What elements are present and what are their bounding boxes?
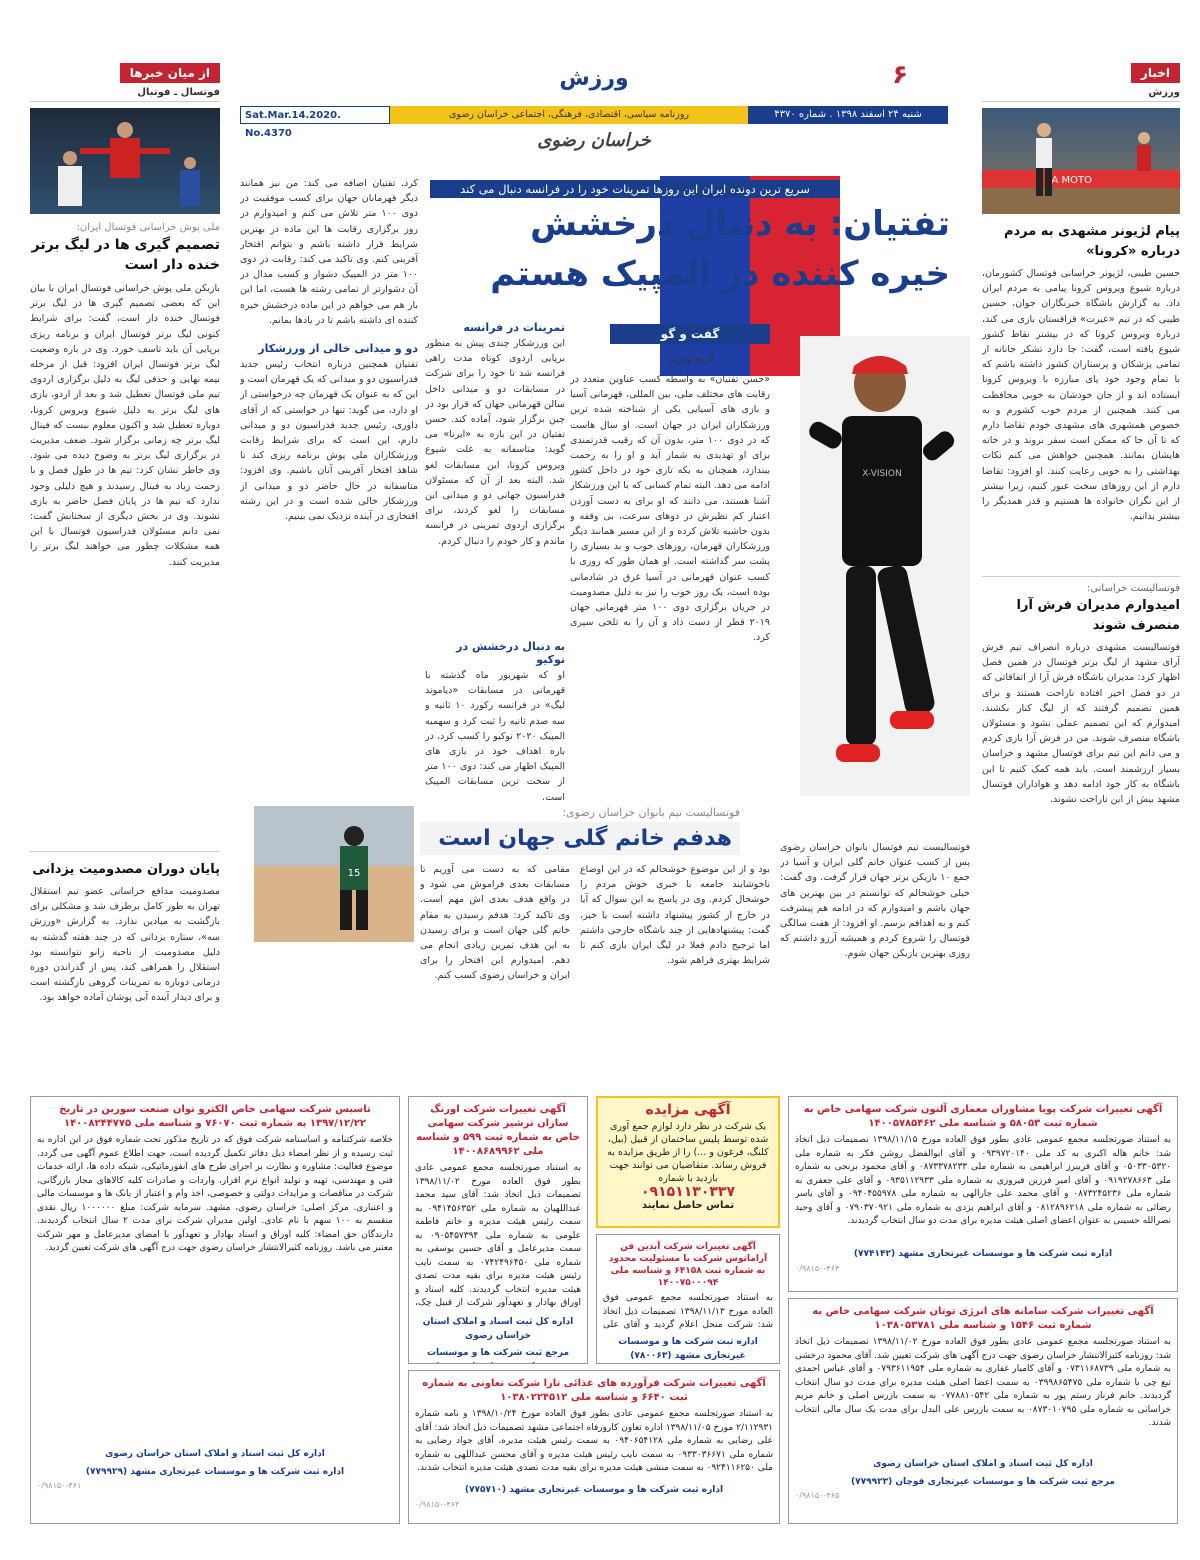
- ad-footer-2: اداره ثبت شرکت ها و موسسات غیرتجاری مشهد (۷۷۹۹۲۹): [85, 1466, 345, 1477]
- ad-changes-totan: [788, 1298, 1178, 1524]
- runner-illustration: [780, 326, 970, 796]
- futsal-subtitle: ملی پوش خراسانی فوتسال ایران:: [76, 222, 220, 233]
- newspaper-logo: خراسان رضوی: [537, 130, 651, 151]
- ad-auction: [596, 1096, 780, 1228]
- auction-contact: تماس حاصل نمایند: [641, 1200, 735, 1211]
- col3-body-1: کرد. تفتیان اضافه می کند: من نیز همانند دیگر قهرمانان جهان برای کسب موفقیت در دوی ۱۰۰ متر تلاش می کنم و امیدوارم در روز برگزاری رقابت ها این ماده در بهترین شرایط قرار داشته باشم و بتوانم افتخار آفرینی کنم. وی تاکید می کند: رقابت در دوی ۱۰۰ متر در المپیک دشوار و کسب مدال در آن دشوارتر از تمامی رشته ها هست، اما این بار هم می خواهم در این ماده درخشش خیره کننده ای داشته باشم تا در یادها بمانم.: [240, 178, 418, 326]
- ad-code: ۰/۹۸۱۵۰-۴۶۱: [37, 1481, 82, 1490]
- left-label: از میان خبرها: [30, 62, 220, 83]
- ad-title: تاسیس شرکت سهامی خاص الکترو توان صنعت سورین در تاریخ ۱۳۹۷/۱۲/۲۲ به شماره ثبت ۷۶۰۷۰ و شناسه ملی ۱۴۰۰۸۲۴۴۷۷۵: [59, 1104, 371, 1129]
- col3-heading: دو و میدانی خالی از ورزشکار: [258, 342, 418, 355]
- ad-changes-abdin: [596, 1234, 780, 1364]
- ad-body: به استناد صورتجلسه مجمع عمومی عادی بطور فوق العاده مورخ ۱۳۹۸/۱۱/۰۲ تصمیمات ذیل اتخاذ شد: روزنامه کثیرالانتشار خراسان رضوی جهت درج آگهی های شرکت تعیین شد. آقای محمود درخشی به شماره ملی ۰۷۳۱۱۶۸۷۳۹ و آقای کامیار غفاری به شماره ملی ۰۷۹۳۶۱۱۹۵۴ و آقای عباس احمدی تبغ چی با شماره ملی ۰۳۹۹۸۶۵۴۷۵ به سمت اعضا اصلی هیئت مدیره برای مدت دو سال انتخاب گردیدند. خانم فرناز رستم پور به شماره ملی ۰۷۷۸۸۱۰۵۴۲ به سمت بازرس اصلی و خانم مریم خراسانی به شماره ملی ۰۸۷۳۰۱۰۷۹۵ به سمت بازرس علی البدل برای مدت یک سال مالی انتخاب شدند.: [795, 1337, 1171, 1428]
- photo-illustration: [982, 108, 1180, 214]
- col2-heading-1: تمرینات در فرانسه: [463, 321, 565, 334]
- futsal-title: تصمیم گیری ها در لیگ برتر خنده دار است: [31, 237, 220, 273]
- ads-area: [30, 1096, 1178, 1526]
- ad-footer: اداره کل ثبت اسناد و املاک استان خراسان رضوی: [105, 1449, 325, 1459]
- futsal-player-photo: [982, 108, 1180, 214]
- injury-title: پایان دوران مصدومیت یزدانی: [30, 851, 220, 880]
- women-kicker: فوتسالیست تیم بانوان خراسان رضوی:: [562, 806, 740, 819]
- page-number: ۶: [892, 60, 908, 90]
- shirt-logo: X-VISION: [862, 469, 902, 479]
- svg-text:A MOTO: A MOTO: [1051, 175, 1092, 186]
- auction-phone: ۰۹۱۵۱۱۳۰۳۳۷: [641, 1183, 735, 1200]
- news-label: اخبار: [982, 62, 1180, 83]
- ad-changes-pouya: [788, 1096, 1178, 1292]
- women-title: هدفم خانم گلی جهان است: [420, 822, 740, 855]
- col2-heading-2: به دنبال درخشش در توکیو: [456, 640, 565, 666]
- women-col2: بود و از این موضوع خوشحالم که در این اوضاع ناخوشایند جامعه با خبری خوش مردم را خوشحال کردم. وی در پاسخ به این سوال که آیا در خارج از کشور پیشنهاد داشته است یا خیر، گفت: پیشنهادهایی از چند باشگاه خارجی داشتم اما ترجیح دادم فعلا در لیگ ایران بازی کنم تا شرایط بهتری فراهم شود.: [580, 864, 770, 967]
- ad-body: به استناد صورتجلسه مجمع عمومی عادی بطور فوق العاده مورخ ۱۳۹۸/۱۱/۱۵ تصمیمات ذیل اتخاذ شد: خانم هاله اکبری به کد ملی ۰۹۳۹۷۲۰۱۴۰ و آقای ابوالفضل روشن فکر به شماره ملی ۰۵۰۳۳۰۵۳۲۰ و آقای فریبرز ابراهیمی به شماره ملی ۰۸۷۳۳۷۸۲۳۳ و آقای محمود برنجی به شماره ملی ۰۹۱۹۲۷۸۶۶۳ و آقای امیر فرزین فیروزی به شماره ملی ۰۹۳۵۱۱۲۹۳۳ و آقای علی جعفری به شماره ملی ۰۸۷۳۲۴۵۲۳۶ و آقای محمد علی جارالهی به شماره ملی ۰۹۴۰۴۵۵۹۷۸ و آقای یاسر رضائی به شماره ملی ۰۸۱۲۸۹۶۲۱۸ و آقای ابراهیم یزدی به شماره ملی ۰۷۹۰۳۷۰۹۲۱ و آقای وحید نصرالله حسینی به عنوان اعضای اصلی هیئت مدیره برای مدت دو سال انتخاب گردیدند.: [795, 1135, 1171, 1226]
- ad-title: آگهی تغییرات شرکت پویا مشاوران معماری آلتون شرکت سهامی خاص به شماره ثبت ۵۸۰۵۳ و شناسه ملی ۱۴۰۰۵۷۸۵۴۶۲: [803, 1104, 1163, 1129]
- date-fa: شنبه ۲۴ اسفند ۱۳۹۸ . شماره ۴۳۷۰: [748, 106, 948, 124]
- ad-title: آگهی تغییرات شرکت فرآورده های غذائی تارا شرکت تعاونی به شماره ثبت ۶۶۴۰ و شناسه ملی ۱۰۳۸۰۲۲۴۵۱۲: [422, 1378, 766, 1403]
- ad-body: به استناد صورتجلسه مجمع عمومی عادی بطور فوق العاده مورخ ۱۳۹۸/۱۱/۰۲ تصمیمات ذیل اتخاذ شد: آقای سید محمد عبداللهیان به شماره ملی ۰۹۴۱۴۵۶۳۵۲ به سمت رئیس هیئت مدیره و خانم فاطمه علومی به شماره ملی ۰۹۰۵۴۵۷۳۹۴ به سمت مدیرعامل و آقای حسین یوسفی به شماره ملی ۰۷۴۲۴۹۶۴۵۰ به سمت نایب رئیس هیئت مدیره برای بقیه مدت تصدی هیئت مدیره انتخاب گردیدند. کلیه اسناد و اوراق بهادار و تعهدآور شرکت از قبیل چک،: [415, 1163, 581, 1308]
- women-story: [240, 804, 970, 1080]
- ad-body: به استناد صورتجلسه مجمع عمومی عادی بطور فوق العاده مورخ ۱۳۹۸/۱۰/۲۴ و نامه شماره ۲/۱۱۲۹۳۱ مورخ ۱۳۹۸/۱۱/۰۵ اداره تعاون کارورفاه اجتماعی مشهد تصمیمات ذیل اتخاذ شد: آقای علی رضایی به شماره ملی ۰۹۴۰۶۵۴۱۲۸ به سمت رئیس هیئت مدیره، آقای جواد رضایی به شماره ملی ۰۹۳۳۰۳۶۶۷۱ به سمت نایب رئیس هیئت مدیره و آقای محسن عبداللهی به شماره ملی ۰۹۲۴۱۱۶۲۵۰ به سمت منشی هیئت مدیره برای بقیه مدت تصدی هیئت مدیره انتخاب شدند.: [415, 1409, 773, 1473]
- col2-body-2: او که شهریور ماه گذشته با قهرمانی در مسابقات «دیاموند لیگ» در فرانسه رکورد ۱۰ ثانیه و سه صدم ثانیه را ثبت کرد و سهمیه المپیک ۲۰۲۰ توکیو را کسب کرد، در باره اهداف خود در بازی های المپیک اظهار می کند: دوی ۱۰۰ متر از سخت ترین مسابقات المپیک است.: [425, 670, 565, 803]
- ad-code: [603, 1363, 773, 1364]
- story1-title: پیام لژیونر مشهدی به مردم درباره «کرونا»: [1003, 224, 1180, 259]
- story2-kicker: فوتسالیست خراسانی:: [982, 576, 1180, 594]
- main-col3: [240, 176, 418, 796]
- story1-body: حسین طیبی، لژیونر خراسانی فوتسال کشورمان، درباره شیوع ویروس کرونا پیامی به مردم ایران داد. به گزارش باشگاه خبرنگاران جوان، حسین طیبی که در تیم «عیرت» قزاقستان بازی می کند، درباره ویروس کرونا که در بیشتر نقاط کشور شیوع یافته است، گفت: جا دارد تشکر جانانه از تمامی پزشکان و پرستاران کشور داشته باشم که با تمام وجود خود پای مبارزه با ویروس کرونا ایستاده اند و از جان خودشان به خوبی محافظت می کنند. همچنین از مردم خوب کشورم و به خصوص همشهری های مشهدی خودم تقاضا دارم که تا آن جا که ممکن است سفر نروند و در خانه هایشان بمانند. همچنین خواهش می کنم نکات بهداشتی را به خوبی رعایت کنند. او افزود: تقاضا دارم از این روزهای سخت عبور کنیم، زیرا بیشتر از این نگران خانواده ها هستیم و قدر همدیگر را بیشتر بدانیم.: [982, 268, 1180, 523]
- ad-footer: اداره ثبت شرکت ها و موسسات غیرتجاری مشهد (۷۸۰۰۶۳): [618, 1337, 758, 1361]
- ad-footer: اداره ثبت شرکت ها و موسسات غیرتجاری مشهد (۷۷۴۱۴۲): [853, 1249, 1113, 1259]
- ad-changes-tara: [408, 1370, 780, 1524]
- ad-title: آگهی تغییرات شرکت آبدین فن آراماتوس شرکت با مسئولیت محدود به شماره ثبت ۶۴۱۵۸ و شناسه ملی ۱۴۰۰۷۵۰۰۰۹۴: [608, 1242, 768, 1288]
- ad-title: آگهی تغییرات شرکت اورنگ سازان ترشیز شرکت سهامی خاص به شماره ثبت ۵۹۹ و شناسه ملی ۱۴۰۰۸۶۸۹۹۶۲: [416, 1104, 580, 1157]
- left-column: [30, 62, 220, 1092]
- main-title-2: خیره کننده در المپیک هستم: [490, 254, 950, 294]
- main-story: [240, 176, 970, 803]
- ad-body: خلاصه شرکتنامه و اساسنامه شرکت فوق که در تاریخ مذکور تحت شماره فوق در این اداره به ثبت رسیده و از نظر امضاء ذیل دفاتر تکمیل گردیده است، جهت اطلاع عموم آگهی می گردد. موضوع فعالیت: مشاوره و نظارت بر اجرای طرح های انفورماتیکی، شبکه داده ها، ارائه خدمات فنی و مهندسی، تهیه و تولید انواع نرم افزار، واردات و صادرات کلیه کالاهای مجاز بازرگانی، شرکت در مناقصات و مزایدات دولتی و خصوصی، اخذ وام و اعتبار از بانک ها و موسسات مالی و اعتباری. مرکز اصلی: خراسان رضوی، مشهد. سرمایه شرکت: مبلغ ۱۰۰۰۰۰۰ ریال نقدی منقسم به ۱۰۰ سهم با نام عادی. اولین مدیران شرکت برای مدت ۲ سال انتخاب گردیدند. دارندگان حق امضاء: کلیه اوراق و اسناد بهادار و تعهدآور با امضای مدیرعامل و مهر شرکت معتبر می باشد. روزنامه کثیرالانتشار خراسان رضوی جهت درج آگهی های شرکت تعیین گردید.: [37, 1135, 393, 1253]
- ad-footer: اداره ثبت شرکت ها و موسسات غیرتجاری مشهد (۷۷۵۷۱۰): [464, 1485, 724, 1495]
- runner-photo: [780, 326, 970, 796]
- ad-code: ۰/۹۸۱۵۰-۴۶۵: [795, 1491, 840, 1500]
- ad-body: به استناد صورتجلسه مجمع عمومی فوق العاده مورخ ۱۳۹۸/۱۱/۱۳ تصمیمات ذیل اتخاذ شد: شرکت منحل اعلام گردید و آقای علی: [603, 1293, 773, 1330]
- left-kicker: فوتسال ـ فوتبال: [30, 87, 220, 102]
- auction-title: آگهی مزایده: [645, 1102, 731, 1118]
- ad-title: آگهی تغییرات شرکت سامانه های انرژی توتان شرکت سهامی خاص به شماره ثبت ۱۵۴۶ و شناسه ملی ۱۰۳۸۰۵۳۷۸۱: [812, 1306, 1154, 1331]
- header-bar: [240, 106, 948, 139]
- ad-footer-2: مرجع ثبت شرکت ها و موسسات: [426, 1348, 570, 1358]
- main-col1: «حسن تفتیان» به واسطه کسب عناوین متعدد در رقابت های مختلف ملی، بین المللی، قهرمانی آسیا و بازی های آسیایی یکی از شناخته شده ترین ورزشکاران ایران در جهان است. او سال هاست که در دوی ۱۰۰ متر، بدون آن که رقیب قدرتمندی برای او تهدیدی به شمار آید و او را به زحمت بیندازد، همچنان به یکه تازی خود در داخل کشور ادامه می دهد. البته تمام کسانی که با این ورزشکار آشنا هستند، می دانند که او برای به دست آوردن اعتبار کم نظیرش در دوهای سرعت، بی وقفه و بدون حاشیه تلاش کرده و از این مسیر همانند دیگر ورزشکاران قهرمان، روزهای خوب و بد بسیاری را پشت سر گذاشته است. او همان طور که روزی با کسب عنوان قهرمانی در آسیا غرق در شادمانی بوده است، یک روز خوب را نیز به دلیل مصدومیت در جریان برگزاری دوی ۱۰۰ متر قهرمانی جهان ۲۰۱۹ قطر از دست داد و آن را به تلخی سپری کرد.: [570, 374, 770, 644]
- women-player-photo: [254, 806, 414, 942]
- date-en: Sat.Mar.14.2020. No.4370: [240, 106, 390, 124]
- news-kicker: ورزش: [982, 87, 1180, 102]
- main-supertitle: سریع ترین دونده ایران این روزها تمرینات خود را در فرانسه دنبال می کند: [430, 180, 840, 198]
- photo-illustration: [254, 806, 414, 942]
- main-title-1: تفتیان: به دنبال درخشش: [530, 204, 950, 244]
- ad-footer: اداره کل ثبت اسناد و املاک استان خراسان رضوی: [422, 1317, 574, 1341]
- ad-founding-notice: [30, 1096, 400, 1524]
- ad-footer: اداره کل ثبت اسناد و املاک استان خراسان رضوی: [873, 1459, 1093, 1469]
- masthead: [240, 58, 948, 158]
- byline: گروه ورزش: [666, 354, 714, 365]
- svg-text:15: 15: [347, 868, 361, 879]
- women-col3: مقامی که به دست می آوریم تا مسابقات بعدی فراموش می شود و در واقع هدف بعدی اش مهم است. وی تاکید کرد: هدفم رسیدن به مقام خانم گلی جهان است و برای رسیدن به این هدف تمرین زیادی انجام می دهم. امیدوارم این افتخار را برای ایران و خراسان رضوی کسب کنم.: [420, 864, 570, 982]
- col2-body-1: این ورزشکار چندی پیش به منظور برپایی اردوی کوتاه مدت راهی فرانسه شد تا خود را برای شرکت در مسابقات دو و میدانی داخل سالن قهرمانی جهان که قرار بود در چین برگزار شود، آماده کند. حسن تفتیان در این باره به «ایرنا» می گوید: متاسفانه به علت شیوع ویروس کرونا، این مسابقات لغو شد. البته بعد از آن که مسئولان فدراسیون جهانی دو و میدانی این مسابقات را لغو کردند، برای برگزاری اردوی تمرینی در فرانسه ماندم و کار خودم را دنبال کردم.: [425, 338, 565, 547]
- col3-body-2: تفتیان همچنین درباره انتخاب رئیس جدید فدراسیون دو و میدانی که یک قهرمان است و این که به عنوان یک قهرمان چه درخواستی از او دارد، می گوید: تنها در خواستی که از آقای داوری، رئیس جدید فدراسیون دو و میدانی دارم، این است که برای شرایط رقابت ورزشکاران ملی پوش برنامه ریزی کند تا شاهد افتخار آفرینی آنان باشیم. وی افزود: متاسفانه در حال حاضر دو و میدانی از ورزشکار خالی شده است و در این رشته افتخاری در آینده نزدیک نمی بینیم.: [240, 359, 418, 523]
- ad-code: ۰/۹۸۱۵۰-۴۶۴: [795, 1263, 840, 1273]
- women-col1: فوتسالیست تیم فوتسال بانوان خراسان رضوی پس از کسب عنوان خانم گلی ایران و آسیا در جمع ۱۰ بازیکن برتر جهان قرار گرفت. وی گفت: خیلی خوشحالم که توانستم در بین بهترین های جهان باشم و امیدوارم که در ادامه هم پیشرفت کنم و به اهدافم برسم. او افزود: از هفت سالگی فوتسال را شروع کردم و همیشه آرزو داشتم که روزی بهترین بازیکن جهان شوم.: [780, 842, 970, 960]
- ad-code: ۰/۹۸۱۵۰-۴۶۳: [415, 1499, 460, 1509]
- futsal-body: بازیکن ملی پوش خراسانی فوتسال ایران با بیان این که بعضی تصمیم گیری ها در لیگ برتر فوتسال خنده دار است، گفت: برای شرایط کنونی لیگ برتر فوتسال ایران و برنامه ریزی برپایی آن باید تاسف خورد. وی در باره وضعیت لیگ برتر فوتسال ایران افزود: قبل از مرحله نیمه نهایی و حذفی لیگ به دلیل برگزاری اردوی تیم ملی فوتسال تعطیل شد و بعد از اردو، بازی های لیگ برتر به دلیل شیوع ویروس کرونا، دوباره تعطیل شد و اکنون معلوم نیست که فینال لیگ برتر چه زمانی برگزار شود. ضعف مدیریت در برگزاری لیگ برتر به وضوح دیده می شود. وی خاطر نشان کرد: تیم ها در طول فصل و با زحمت زیاد به فینال رسیدند و هیچ دلیلی وجود ندارد که تیم ها در پایان فصل حاضر به بازی نشوند. وی در بخش دیگری از سخنانش گفت: نمی دانم مسئولان فدراسیون فوتسال با این همه مشکلات چطور می خواهند لیگ برتر را مدیریت کنند.: [30, 283, 220, 568]
- section-title: ورزش: [559, 66, 629, 91]
- interview-label: گفت و گو: [610, 324, 770, 344]
- ad-changes-orang: [408, 1096, 588, 1364]
- story2-body: فوتسالیست مشهدی درباره انصراف تیم فرش آرای مشهد از لیگ برتر فوتسال در همین فصل اظهار کرد: مدیران باشگاه فرش آرا از اتفاقاتی که در دو فصل اخیر افتاده ناراحت هستند و برای همین تصمیم گرفتند که از لیگ کنار بکشند. امیدوارم که این تصمیم عملی نشود و مسئولان باشگاه منصرف شوند. من در فرش آرا بازی کردم و می دانم این تیم برای فوتسال مشهد و خراسان بسیار ارزشمند است. باید همه کمک کنیم تا این باشگاه به کار خود ادامه دهد و هواداران فوتسال مشهد بیش از این ناراحت نشوند.: [982, 642, 1180, 806]
- futsal-team-photo: [30, 108, 220, 214]
- right-column: [982, 62, 1180, 1082]
- ad-footer-2: مرجع ثبت شرکت ها و موسسات غیرتجاری قوچان (۷۷۹۹۲۳): [851, 1476, 1115, 1487]
- tagline: روزنامه سیاسی، اقتصادی، فرهنگی، اجتماعی خراسان رضوی: [390, 106, 748, 124]
- auction-body: یک شرکت در نظر دارد لوازم جمع آوری شده توسط پلیس ساختمان از قبیل (بیل، کلنگ، فرغون و ...) را از طریق مزایده به فروش رساند. متقاضیان می توانند جهت بازدید با شماره: [607, 1120, 769, 1184]
- main-col2: [425, 321, 565, 803]
- injury-body: مصدومیت مدافع خراسانی عضو تیم استقلال تهران به طور کامل برطرف شد و مشکلی برای بازگشت به میادین ندارد. به گزارش «ورزش سه»، ستاره یزدانی که در چند هفته گذشته به دلیل مصدومیت از ناحیه زانو نتوانسته بود استقلال را همراهی کند، پس از گذراندن دوره درمانی دوباره به تمرینات گروهی بازگشته است و برای دیدار آینده آبی پوشان آماده خواهد بود.: [30, 886, 220, 1004]
- story2-title: امیدوارم مدیران فرش آرا منصرف شوند: [1016, 598, 1180, 633]
- photo-illustration: [30, 108, 220, 214]
